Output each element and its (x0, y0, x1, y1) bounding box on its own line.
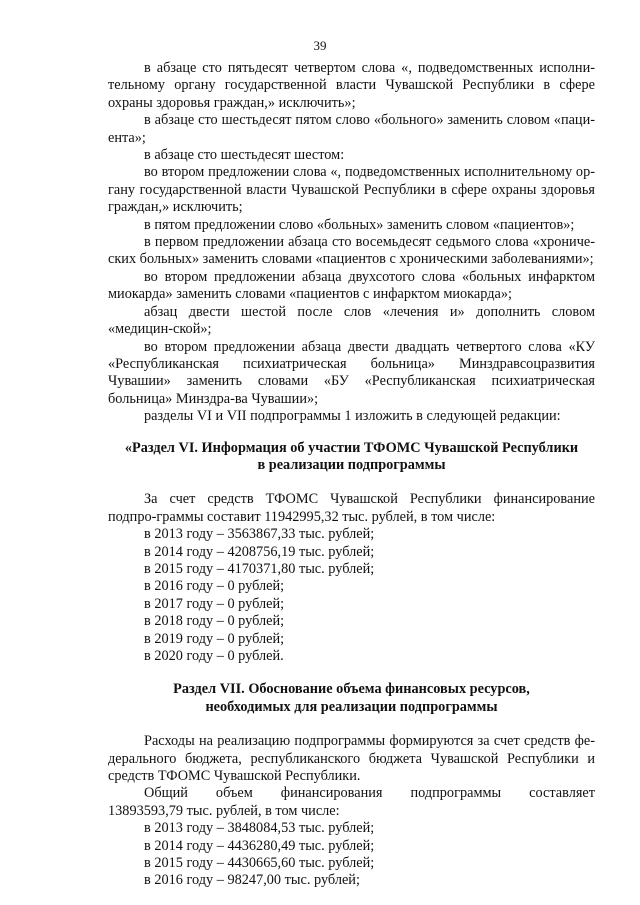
section-6-heading-line-2: в реализации подпрограммы (257, 456, 446, 473)
page-number: 39 (313, 38, 327, 53)
document-body (108, 60, 595, 890)
paragraph: разделы VI и VII подпрограммы 1 изложить в следующей редакции: (144, 408, 561, 425)
section-7-total-line-1: Общий объем финансирования подпрограммы составляет (144, 785, 595, 802)
section-6-intro: За счет средств ТФОМС Чувашской Республики финансирование подпро-граммы составит 11942995,32 тыс. рублей, в том числе: (108, 491, 595, 525)
paragraph: в абзаце сто пятьдесят четвертом слова «, подведомственных исполни-тельному органу государственной власти Чувашской Республики в сфере охраны здоровья граждан,» исключить»; (108, 60, 595, 111)
financing-year-item: в 2014 году – 4436280,49 тыс. рублей; (144, 837, 375, 854)
funding-year-item: в 2016 году – 0 рублей; (144, 578, 285, 595)
paragraph: абзац двести шестой после слов «лечения и» дополнить словом «медицин-ской»; (108, 303, 595, 338)
paragraph: во втором предложении абзаца двухсотого слова «больных инфарктом миокарда» заменить словами «пациентов с инфарктом миокарда»; (108, 268, 595, 303)
financing-year-item: в 2016 году – 98247,00 тыс. рублей; (144, 872, 360, 889)
funding-year-item: в 2017 году – 0 рублей; (144, 595, 285, 612)
section-7-heading-line-1: Раздел VII. Обоснование объема финансовых ресурсов, (173, 681, 530, 698)
funding-year-item: в 2015 году – 4170371,80 тыс. рублей; (144, 560, 375, 577)
section-7-paragraph: Расходы на реализацию подпрограммы формируются за счет средств фе-дерального бюджета, республиканского бюджета Чувашской Республики и средств ТФОМС Чувашской Республики. (108, 733, 595, 785)
funding-year-item: в 2018 году – 0 рублей; (144, 613, 285, 630)
paragraph: в абзаце сто шестьдесят шестом: (144, 147, 345, 164)
financing-year-item: в 2015 году – 4430665,60 тыс. рублей; (144, 855, 375, 872)
paragraph: в пятом предложении слово «больных» заменить словом «пациентов»; (144, 216, 575, 233)
section-7-total-line-2: 13893593,79 тыс. рублей, в том числе: (108, 802, 340, 819)
paragraph: в абзаце сто шестьдесят пятом слово «больного» заменить словом «паци-ента»; (108, 112, 595, 146)
section-6-heading-line-1: «Раздел VI. Информация об участии ТФОМС Чувашской Республики (124, 439, 579, 456)
paragraph: во втором предложении абзаца двести двадцать четвертого слова «КУ «Республиканская психиатрическая больница» Минздравсоцразвития Чувашии» заменить словами «БУ «Республиканская психиатрическая больница» Минздра-ва Чувашии»; (108, 338, 595, 407)
paragraph: в первом предложении абзаца сто восемьдесят седьмого слова «хрониче-ских больных» заменить словами «пациентов с хроническими заболеваниями»; (108, 234, 595, 268)
financing-year-item: в 2013 году – 3848084,53 тыс. рублей; (144, 820, 375, 837)
funding-year-item: в 2014 году – 4208756,19 тыс. рублей; (144, 543, 375, 560)
funding-year-item: в 2020 году – 0 рублей. (144, 648, 284, 664)
paragraph: во втором предложении слова «, подведомственных исполнительному ор-гану государственной власти Чувашской Республики в сфере охраны здоровья граждан,» исключить; (108, 164, 595, 216)
funding-year-item: в 2019 году – 0 рублей; (144, 630, 285, 647)
funding-year-item: в 2013 году – 3563867,33 тыс. рублей; (144, 526, 375, 543)
section-7-heading-line-2: необходимых для реализации подпрограммы (205, 698, 498, 715)
